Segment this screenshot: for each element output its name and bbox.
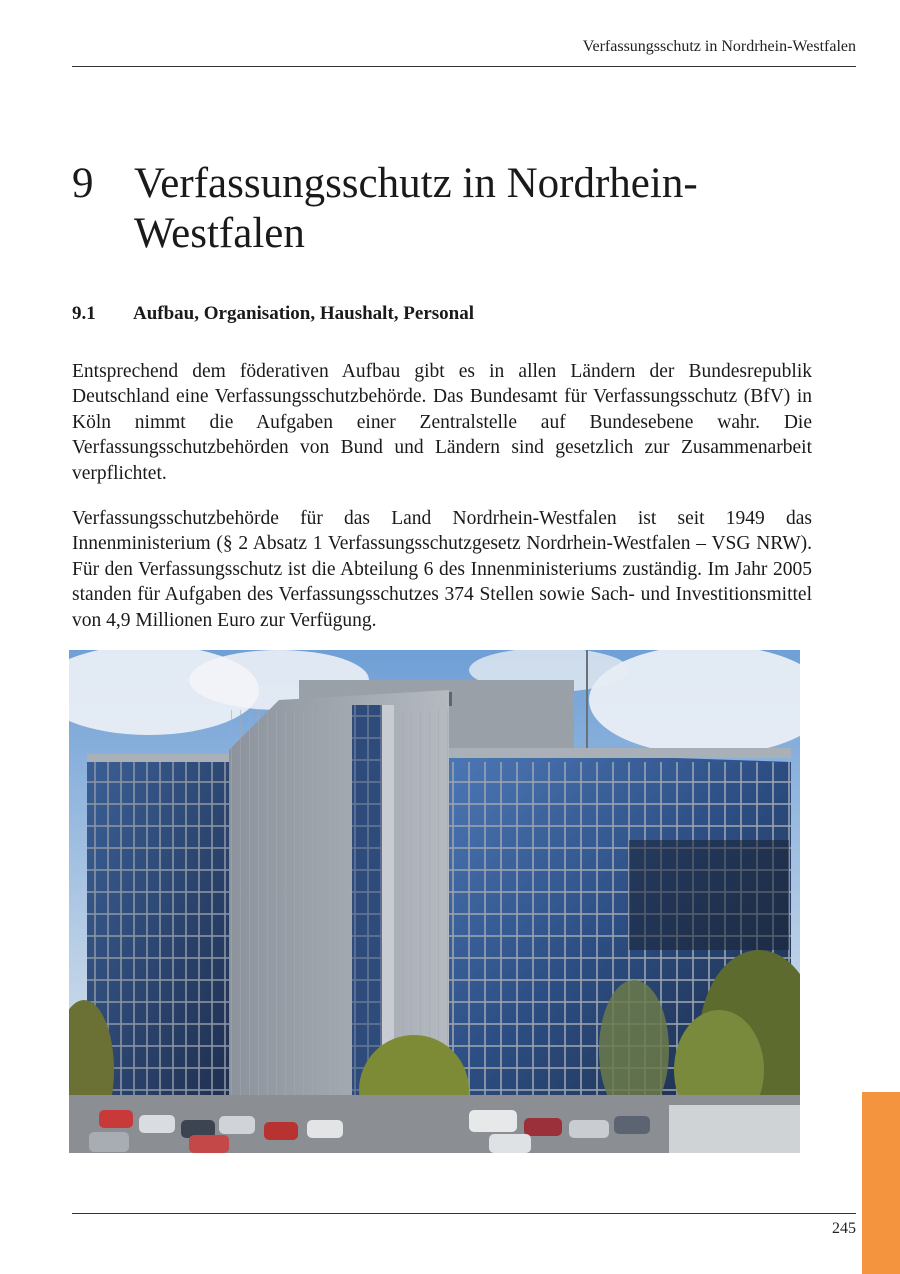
footer-rule — [72, 1213, 856, 1214]
body-paragraph-2: Verfassungsschutzbehörde für das Land Nordrhein-Westfalen ist seit 1949 das Innenministerium (§ 2 Absatz 1 Verfassungsschutzgesetz Nordrhein-Westfalen – VSG NRW). Für den Verfassungsschutz ist die Abteilung 6 des Innenministeriums zuständig. Im Jahr 2005 standen für Aufgaben des Verfassungsschutzes 374 Stellen sowie Sach- und Investitionsmittel von 4,9 Millionen Euro zur Verfügung. — [72, 507, 812, 631]
header-rule — [72, 66, 856, 67]
page-number: 245 — [832, 1220, 856, 1237]
building-photo — [69, 650, 800, 1153]
chapter-tab-marker — [862, 1092, 900, 1274]
body-paragraph-1: Entsprechend dem föderativen Aufbau gibt es in allen Ländern der Bundesrepublik Deutschland eine Verfassungsschutzbehörde. Das Bundesamt für Verfassungsschutz (BfV) in Köln nimmt die Aufgaben einer Zentralstelle auf Bundesebene wahr. Die Verfassungsschutzbehörden von Bund und Ländern sind gesetzlich zur Zusammenarbeit verpflichtet. — [72, 360, 812, 484]
section-number: 9.1 — [72, 302, 96, 324]
chapter-number: 9 — [72, 159, 94, 207]
section-title: Aufbau, Organisation, Haushalt, Personal — [133, 302, 474, 324]
running-header: Verfassungsschutz in Nordrhein-Westfalen — [582, 38, 856, 55]
chapter-title: Verfassungsschutz in Nordrhein-Westfalen — [134, 159, 698, 257]
